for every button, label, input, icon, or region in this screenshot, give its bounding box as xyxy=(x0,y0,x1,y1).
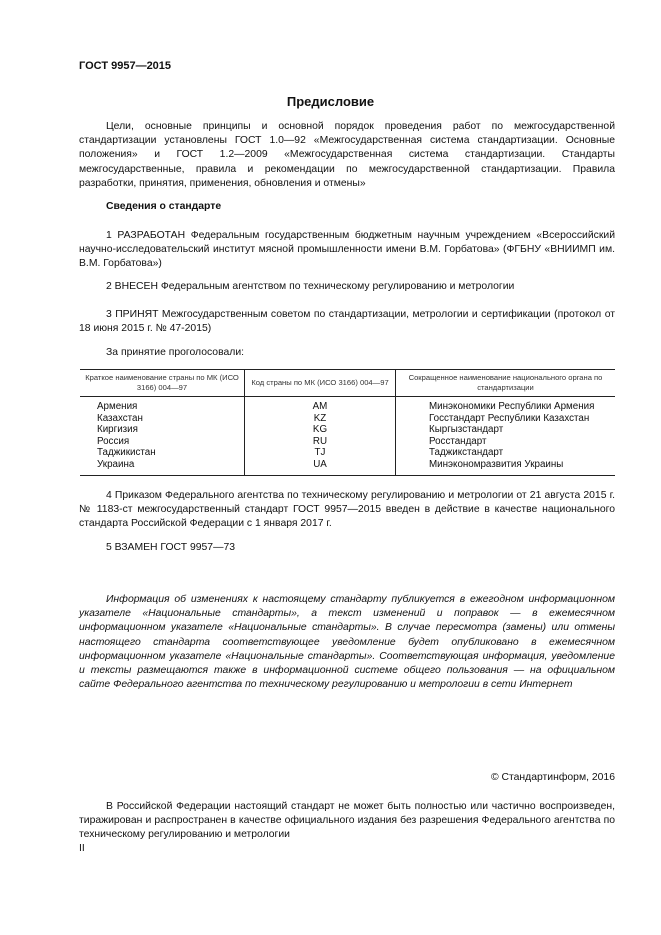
body-cell: Кыргызстандарт xyxy=(429,424,504,436)
notice-text: Информация об изменениях к настоящему стандарту публикуется в ежегодном информационном указателе «Национальные стандарты», а текст изменений и поправок — в ежемесячном информационном указателе «Национальные стандарты». В случае пересмотра (замены) или отмены настоящего стандарта соответствующее уведомление будет опубликовано в ежемесячном информационном указателе «Национальные стандарты». Соответствующая информация, уведомление и тексты размещаются также в информационной системе общего пользования — на официальном сайте Федерального агентства по техническому регулированию и метрологии в сети Интернет xyxy=(79,594,615,691)
code-cell: KZ xyxy=(245,413,396,425)
country-cell: Украина xyxy=(80,459,245,475)
country-cell: Киргизия xyxy=(80,424,245,436)
body-cell: Таджикстандарт xyxy=(429,447,504,459)
country-cell: Россия xyxy=(80,436,245,448)
voted-label-block xyxy=(79,346,615,360)
item-2-text: 2 ВНЕСЕН Федеральным агентством по техническому регулированию и метрологии xyxy=(106,281,515,292)
footer-text: В Российской Федерации настоящий стандарт не может быть полностью или частично воспроизведен, тиражирован и распространен в качестве официального издания без разрешения Федерального агентства по техническому регулированию и метрологии xyxy=(79,801,615,841)
voted-label: За принятие проголосовали: xyxy=(106,347,245,358)
table-row xyxy=(80,424,615,436)
table-row xyxy=(80,436,615,448)
item-4-paragraph xyxy=(79,489,615,532)
body-cell: Росстандарт xyxy=(429,435,487,447)
item-1-paragraph xyxy=(79,229,615,272)
item-1-text: 1 РАЗРАБОТАН Федеральным государственным бюджетным научным учреждением «Всероссийский научно-исследовательский институт мясной промышленности имени В.М. Горбатова» (ФГБНУ «ВНИИМП им. В.М. Горбатова») xyxy=(79,230,615,270)
item-3-text: 3 ПРИНЯТ Межгосударственным советом по стандартизации, метрологии и сертификации (протокол от 18 июня 2015 г. № 47-2015) xyxy=(79,309,615,335)
item-5-paragraph xyxy=(79,541,615,555)
column-header-body: Сокращенное наименование национального органа по стандартизации xyxy=(396,370,616,397)
code-cell: KG xyxy=(245,424,396,436)
table-row xyxy=(80,413,615,425)
footer-paragraph xyxy=(79,800,615,843)
body-cell: Минэкономразвития Украины xyxy=(396,459,616,475)
item-2-paragraph xyxy=(79,280,615,294)
code-cell: UA xyxy=(245,459,396,475)
body-cell: Госстандарт Республики Казахстан xyxy=(429,412,590,424)
table-row xyxy=(80,447,615,459)
info-heading-block xyxy=(79,200,615,214)
code-cell: TJ xyxy=(245,447,396,459)
table-row xyxy=(80,459,615,475)
document-code-header: ГОСТ 9957—2015 xyxy=(79,60,172,72)
code-cell: AM xyxy=(245,397,396,413)
item-4-text: 4 Приказом Федерального агентства по техническому регулированию и метрологии от 21 августа 2015 г. № 1183-ст межгосударственный стандарт ГОСТ 9957—2015 введен в действие в качестве национального стандарта Российской Федерации с 1 января 2017 г. xyxy=(79,490,615,530)
intro-paragraph xyxy=(79,120,615,191)
code-cell: RU xyxy=(245,436,396,448)
item-5-text: 5 ВЗАМЕН ГОСТ 9957—73 xyxy=(106,542,236,553)
country-cell: Казахстан xyxy=(80,413,245,425)
body-cell: Минэкономики Республики Армения xyxy=(429,401,595,412)
country-cell: Армения xyxy=(80,397,245,413)
column-header-code: Код страны по МК (ИСО 3166) 004—97 xyxy=(245,370,396,397)
page-number: II xyxy=(79,843,85,854)
page-title: Предисловие xyxy=(286,94,375,109)
table-header-row xyxy=(80,370,615,397)
copyright-notice: © Стандартинформ, 2016 xyxy=(490,772,615,783)
table-row xyxy=(80,397,615,413)
country-cell: Таджикистан xyxy=(80,447,245,459)
intro-text: Цели, основные принципы и основной порядок проведения работ по межгосударственной стандартизации установлены ГОСТ 1.0—92 «Межгосударственная система стандартизации. Основные положения» и ГОСТ 1.2—2009 «Межгосударственная система стандартизации. Стандарты межгосударственные, правила и рекомендации по межгосударственной стандартизации. Правила разработки, принятия, применения, обновления и отмены» xyxy=(79,121,615,189)
info-heading: Сведения о стандарте xyxy=(106,201,222,212)
voting-countries-table xyxy=(80,369,615,476)
column-header-country: Краткое наименование страны по МК (ИСО 3166) 004—97 xyxy=(80,370,245,397)
item-3-paragraph xyxy=(79,308,615,336)
notice-paragraph xyxy=(79,593,615,692)
